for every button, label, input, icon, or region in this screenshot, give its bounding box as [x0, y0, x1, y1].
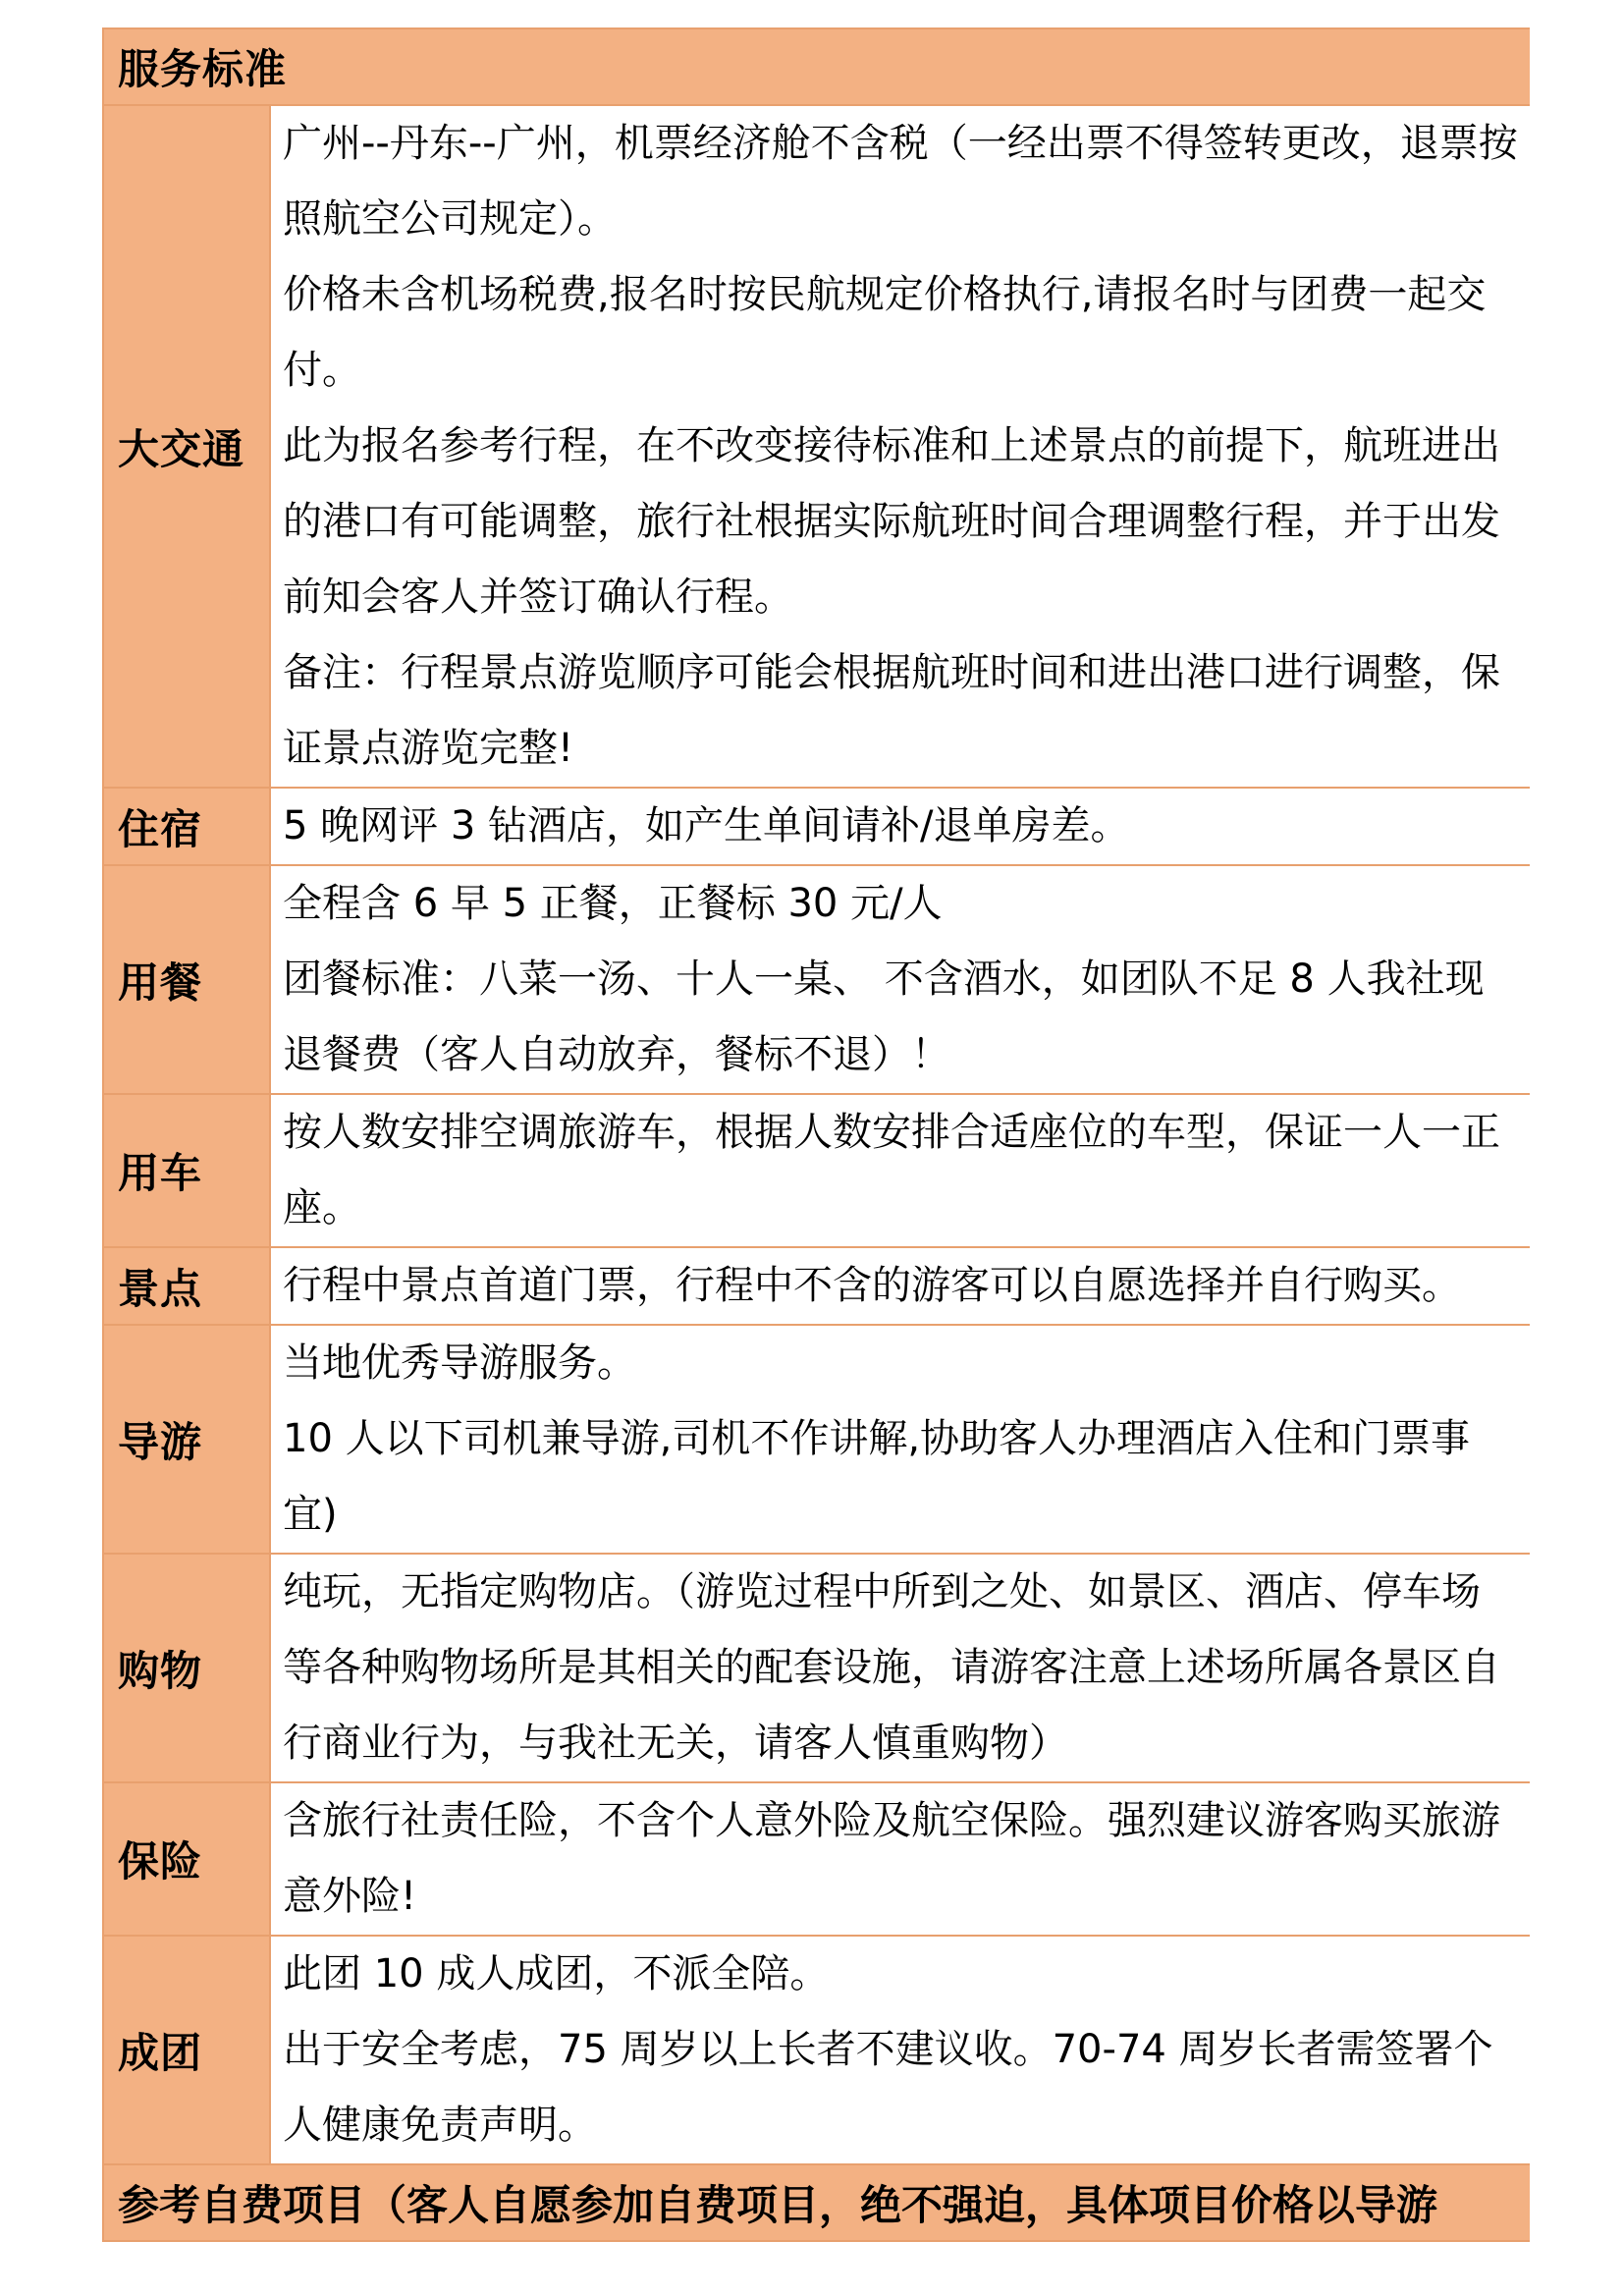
table-row [103, 1782, 1530, 1936]
row-content [270, 105, 1530, 788]
table-title: 服务标准 [103, 28, 1530, 105]
optional-items-title: 参考自费项目（客人自愿参加自费项目，绝不强迫，具体项目价格以导游 [103, 2164, 1530, 2241]
table-row [103, 1247, 1530, 1325]
table-row [103, 788, 1530, 865]
row-content [270, 1782, 1530, 1936]
row-paragraph: 此为报名参考行程，在不改变接待标准和上述景点的前提下，航班进出的港口有可能调整，旅行社根据实际航班时间合理调整行程，并于出发前知会客人并签订确认行程。 [283, 423, 1500, 620]
table-row [103, 1936, 1530, 2164]
row-label: 导游 [103, 1325, 270, 1554]
row-paragraph: 含旅行社责任险，不含个人意外险及航空保险。强烈建议游客购买旅游意外险! [283, 1798, 1500, 1919]
table-row [103, 865, 1530, 1094]
row-content [270, 788, 1530, 865]
row-label: 用餐 [103, 865, 270, 1094]
row-label: 购物 [103, 1554, 270, 1782]
table-row [103, 1094, 1530, 1247]
row-paragraph: 全程含 6 早 5 正餐，正餐标 30 元/人 [283, 881, 943, 926]
table-row [103, 1325, 1530, 1554]
row-paragraph: 广州--丹东--广州，机票经济舱不含税（一经出票不得签转更改，退票按照航空公司规定）。 [283, 121, 1518, 242]
row-label: 成团 [103, 1936, 270, 2164]
row-paragraph: 此团 10 成人成团，不派全陪。 [283, 1951, 830, 1996]
row-content [270, 1247, 1530, 1325]
table-row [103, 105, 1530, 788]
row-label: 保险 [103, 1782, 270, 1936]
row-paragraph: 5 晚网评 3 钻酒店，如产生单间请补/退单房差。 [283, 803, 1130, 848]
row-paragraph: 10 人以下司机兼导游,司机不作讲解,协助客人办理酒店入住和门票事宜) [283, 1416, 1471, 1537]
row-content [270, 1325, 1530, 1554]
header-row [103, 28, 1530, 105]
row-paragraph: 团餐标准：八菜一汤、十人一桌、 不含酒水，如团队不足 8 人我社现退餐费（客人自动放弃，餐标不退）！ [283, 957, 1485, 1077]
row-content [270, 1094, 1530, 1247]
service-standard-table [102, 27, 1530, 2242]
row-paragraph: 当地优秀导游服务。 [283, 1340, 636, 1386]
row-paragraph: 出于安全考虑，75 周岁以上长者不建议收。70-74 周岁长者需签署个人健康免责声明。 [283, 2027, 1493, 2148]
table-body [103, 28, 1530, 2241]
row-content [270, 865, 1530, 1094]
service-standard-sheet [102, 27, 1530, 2296]
row-paragraph: 按人数安排空调旅游车，根据人数安排合适座位的车型，保证一人一正座。 [283, 1110, 1500, 1230]
row-label: 用车 [103, 1094, 270, 1247]
row-label: 住宿 [103, 788, 270, 865]
row-paragraph: 价格未含机场税费,报名时按民航规定价格执行,请报名时与团费一起交付。 [283, 272, 1487, 393]
row-label: 大交通 [103, 105, 270, 788]
row-paragraph: 行程中景点首道门票，行程中不含的游客可以自愿选择并自行购买。 [283, 1263, 1461, 1308]
footer-row [103, 2164, 1530, 2241]
row-paragraph: 备注：行程景点游览顺序可能会根据航班时间和进出港口进行调整，保证景点游览完整! [283, 650, 1500, 771]
row-content [270, 1936, 1530, 2164]
row-content [270, 1554, 1530, 1782]
row-paragraph: 纯玩，无指定购物店。（游览过程中所到之处、如景区、酒店、停车场等各种购物场所是其相关的配套设施，请游客注意上述场所属各景区自行商业行为，与我社无关，请客人慎重购物） [283, 1569, 1500, 1766]
row-label: 景点 [103, 1247, 270, 1325]
table-row [103, 1554, 1530, 1782]
